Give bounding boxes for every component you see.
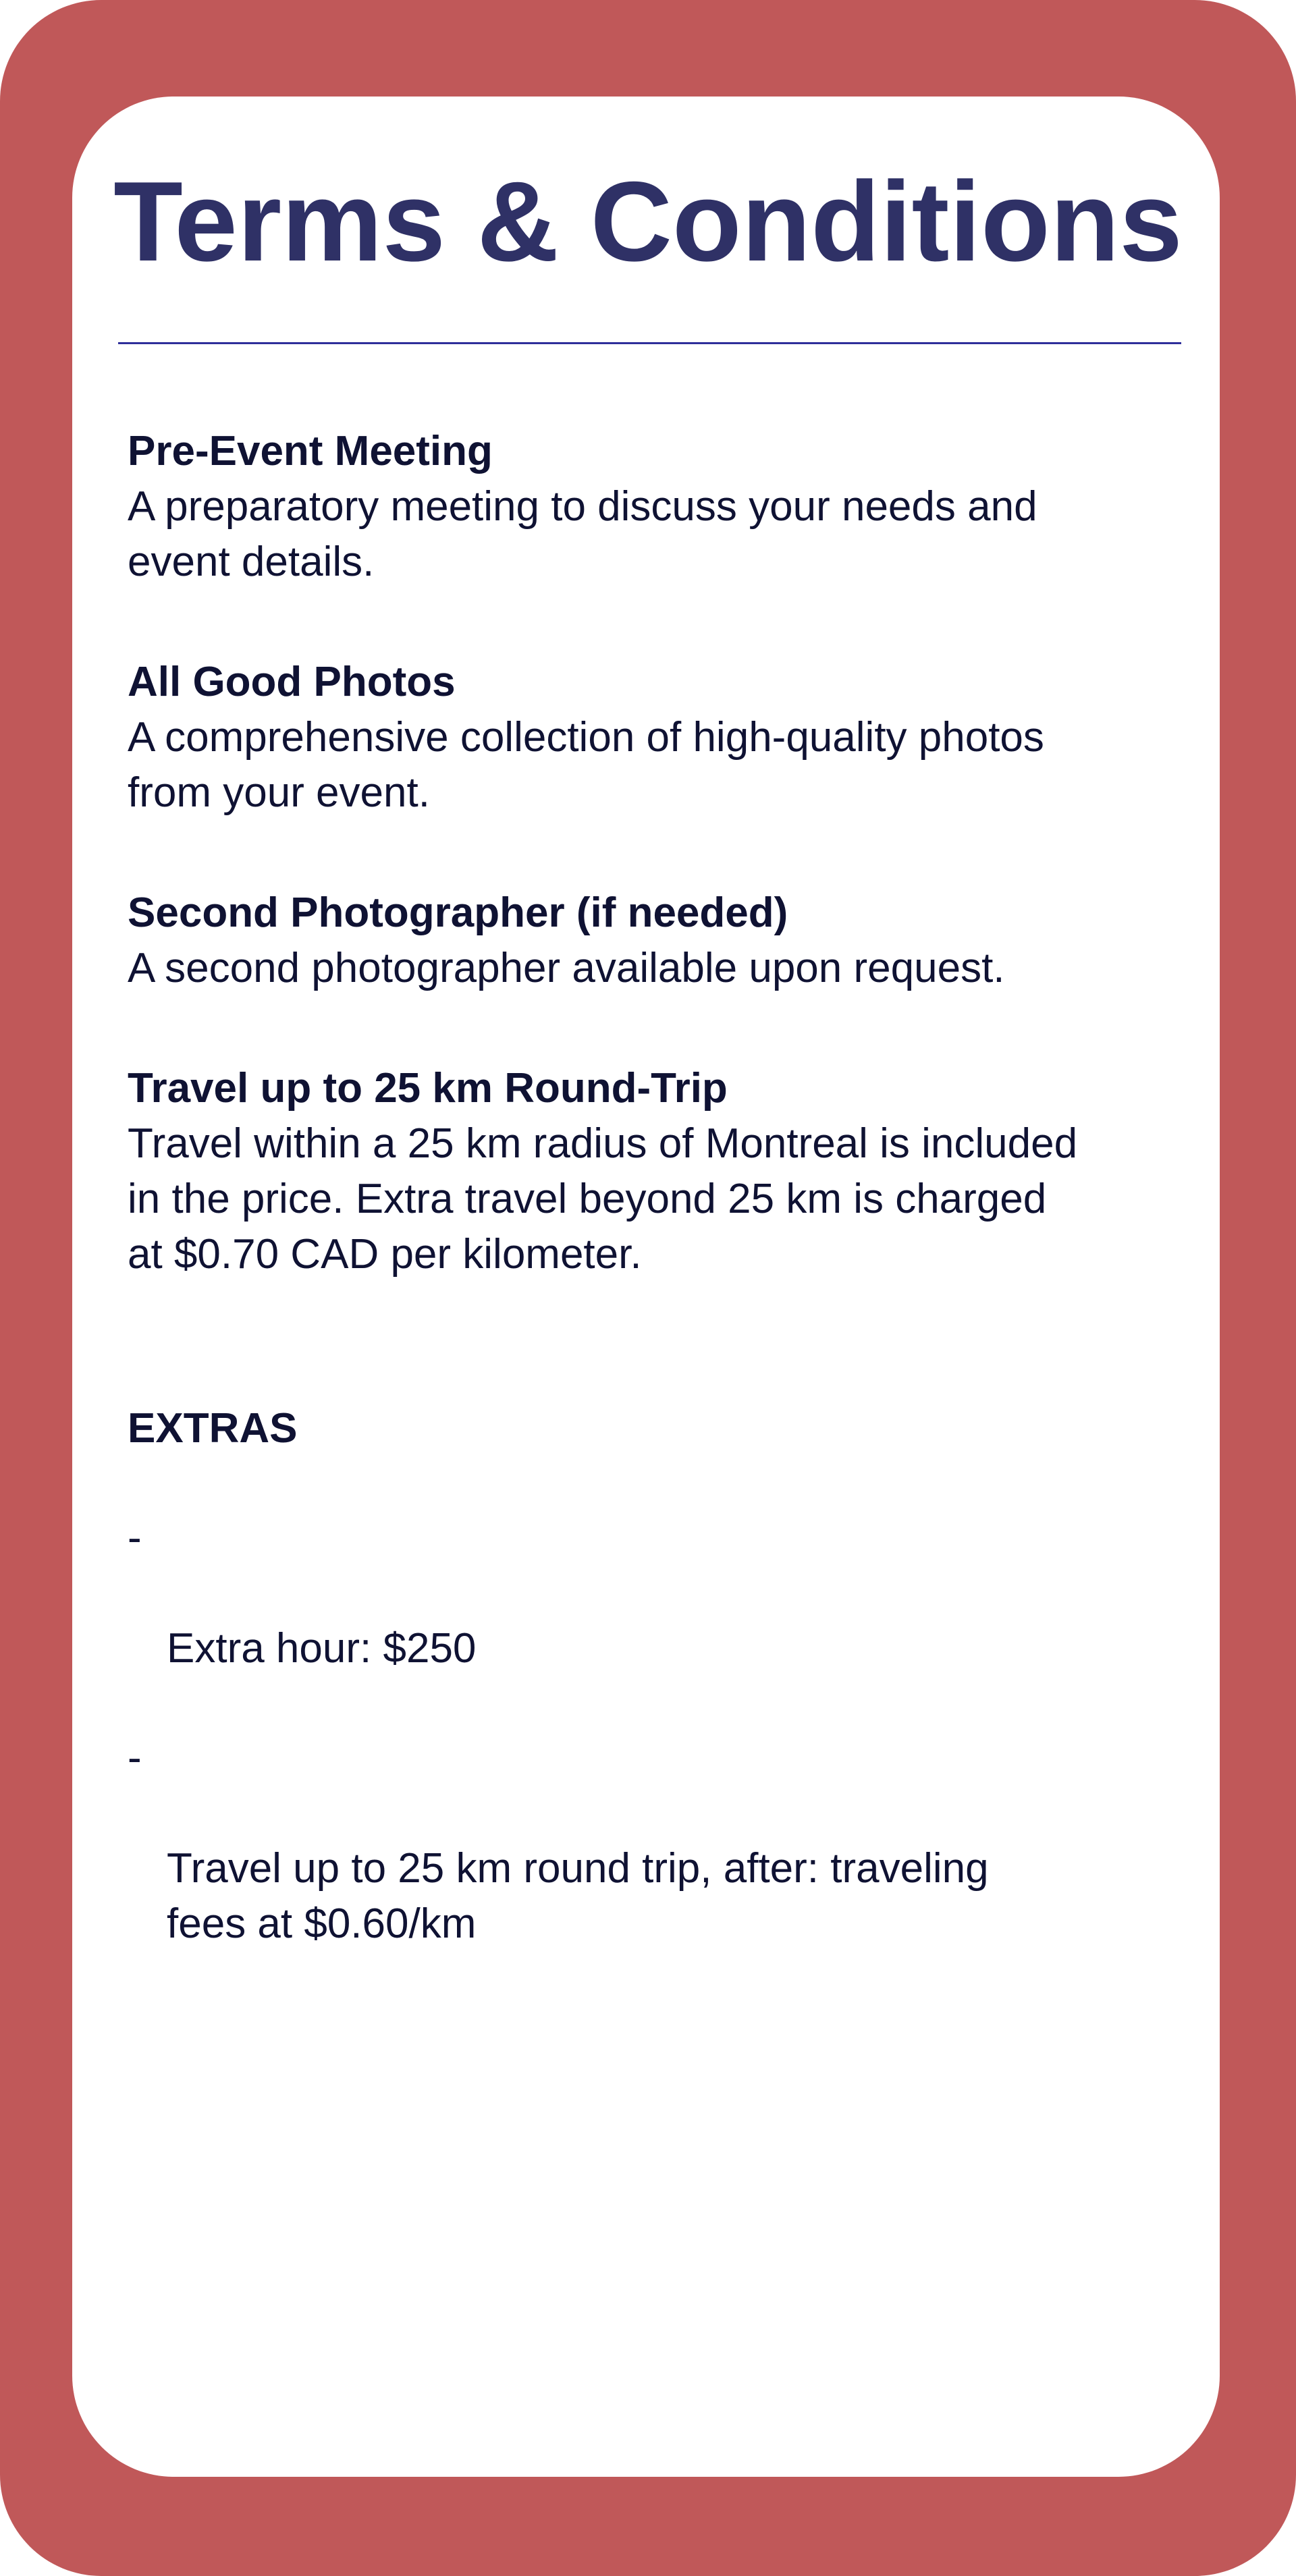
section-heading: All Good Photos bbox=[128, 659, 456, 705]
section-travel bbox=[128, 1061, 1181, 1282]
extras-item-travel bbox=[128, 1730, 1181, 1952]
extras-item-extra-hour bbox=[128, 1510, 1181, 1676]
extras-item-text: Travel up to 25 km round trip, after: traveling fees at $0.60/km bbox=[167, 1845, 989, 1947]
section-heading: Travel up to 25 km Round-Trip bbox=[128, 1065, 728, 1112]
bullet-dash: - bbox=[128, 1734, 142, 1781]
section-body: A comprehensive collection of high-quality photos from your event. bbox=[128, 714, 1044, 816]
section-heading: Second Photographer (if needed) bbox=[128, 889, 788, 936]
title-divider bbox=[118, 342, 1181, 344]
section-body: Travel within a 25 km radius of Montreal is included in the price. Extra travel beyond 25 km is charged at $0.70 CAD per kilometer. bbox=[128, 1120, 1078, 1278]
extras-item-text: Extra hour: $250 bbox=[167, 1625, 477, 1672]
extras-heading: EXTRAS bbox=[128, 1405, 298, 1452]
extras-list bbox=[128, 1510, 1181, 1952]
section-body: A second photographer available upon request. bbox=[128, 945, 1005, 991]
section-second-photographer bbox=[128, 885, 1181, 996]
bullet-dash: - bbox=[128, 1514, 142, 1561]
section-heading: Pre-Event Meeting bbox=[128, 428, 493, 474]
section-pre-event-meeting bbox=[128, 424, 1181, 590]
section-all-good-photos bbox=[128, 655, 1181, 821]
page-title: Terms & Conditions bbox=[113, 158, 1183, 285]
section-body: A preparatory meeting to discuss your needs and event details. bbox=[128, 483, 1037, 585]
terms-content bbox=[128, 424, 1181, 2006]
